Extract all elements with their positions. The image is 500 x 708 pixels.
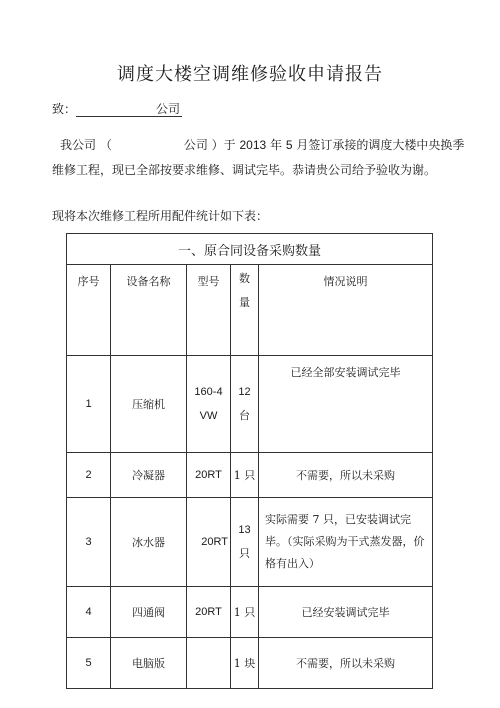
row-model [187,638,231,689]
row-seq: 1 [67,356,111,453]
row-qty-line1: 12 [238,386,251,398]
row-note: 已经安装调试完毕 [259,587,433,638]
intro-month: 5 [285,138,293,152]
intro-rest: 月签订承接的调度大楼中央换季 [296,138,465,152]
header-qty-1: 数 [239,272,250,285]
table-row [67,498,433,587]
header-note: 情况说明 [259,265,433,356]
row-name: 电脑版 [111,638,187,689]
row-qty [231,498,259,587]
row-qty: 1 只 [231,453,259,498]
row-qty: 1 块 [231,638,259,689]
row-qty-line1: 13 [238,524,251,536]
row-seq: 4 [67,587,111,638]
row-model-line1: 160-4 [194,386,223,398]
table-row [67,453,433,498]
header-name: 设备名称 [111,265,187,356]
row-seq: 3 [67,498,111,587]
table-intro: 现将本次维修工程所用配件统计如下表： [52,209,269,223]
row-model: 20RT [187,498,231,587]
table-row [67,638,433,689]
intro-year-unit: 年 [270,138,283,152]
row-name: 冷凝器 [111,453,187,498]
table-header-row [67,265,433,356]
row-name: 四通阀 [111,587,187,638]
document-title: 调度大楼空调维修验收申请报告 [117,64,383,85]
parts-table [66,233,433,689]
intro-prefix: 我公司 （ [60,138,112,152]
intro-company: 公司 ）于 [183,138,236,152]
row-qty-line2: 台 [239,409,250,422]
row-note: 已经全部安装调试完毕 [259,356,433,453]
row-model: 20RT [187,587,231,638]
header-qty-2: 量 [239,296,250,309]
header-qty [231,265,259,356]
header-seq: 序号 [67,265,111,356]
recipient-prefix: 致： [52,102,77,116]
row-qty: 1 只 [231,587,259,638]
recipient-company: 公司 [156,102,181,116]
table-row [67,587,433,638]
row-seq: 5 [67,638,111,689]
row-model: 20RT [187,453,231,498]
row-note: 实际需要 7 只，已安装调试完毕。（实际采购为干式蒸发器，价格有出入） [259,498,433,587]
row-seq: 2 [67,453,111,498]
table-section-title: 一、原合同设备采购数量 [67,234,433,265]
row-name: 冰水器 [111,498,187,587]
row-note: 不需要，所以未采购 [259,638,433,689]
row-model-line2: VW [199,410,218,422]
row-qty [231,356,259,453]
table-row [67,356,433,453]
intro-year: 2013 [239,138,267,152]
row-name: 压缩机 [111,356,187,453]
recipient-line [52,100,182,117]
row-note: 不需要，所以未采购 [259,453,433,498]
row-qty-line2: 只 [239,547,250,560]
header-model: 型号 [187,265,231,356]
intro-paragraph-line1 [60,136,464,153]
row-model [187,356,231,453]
intro-paragraph-line2: 维修工程，现已全部按要求维修、调试完毕。恭请贵公司给予验收为谢。 [52,163,437,177]
